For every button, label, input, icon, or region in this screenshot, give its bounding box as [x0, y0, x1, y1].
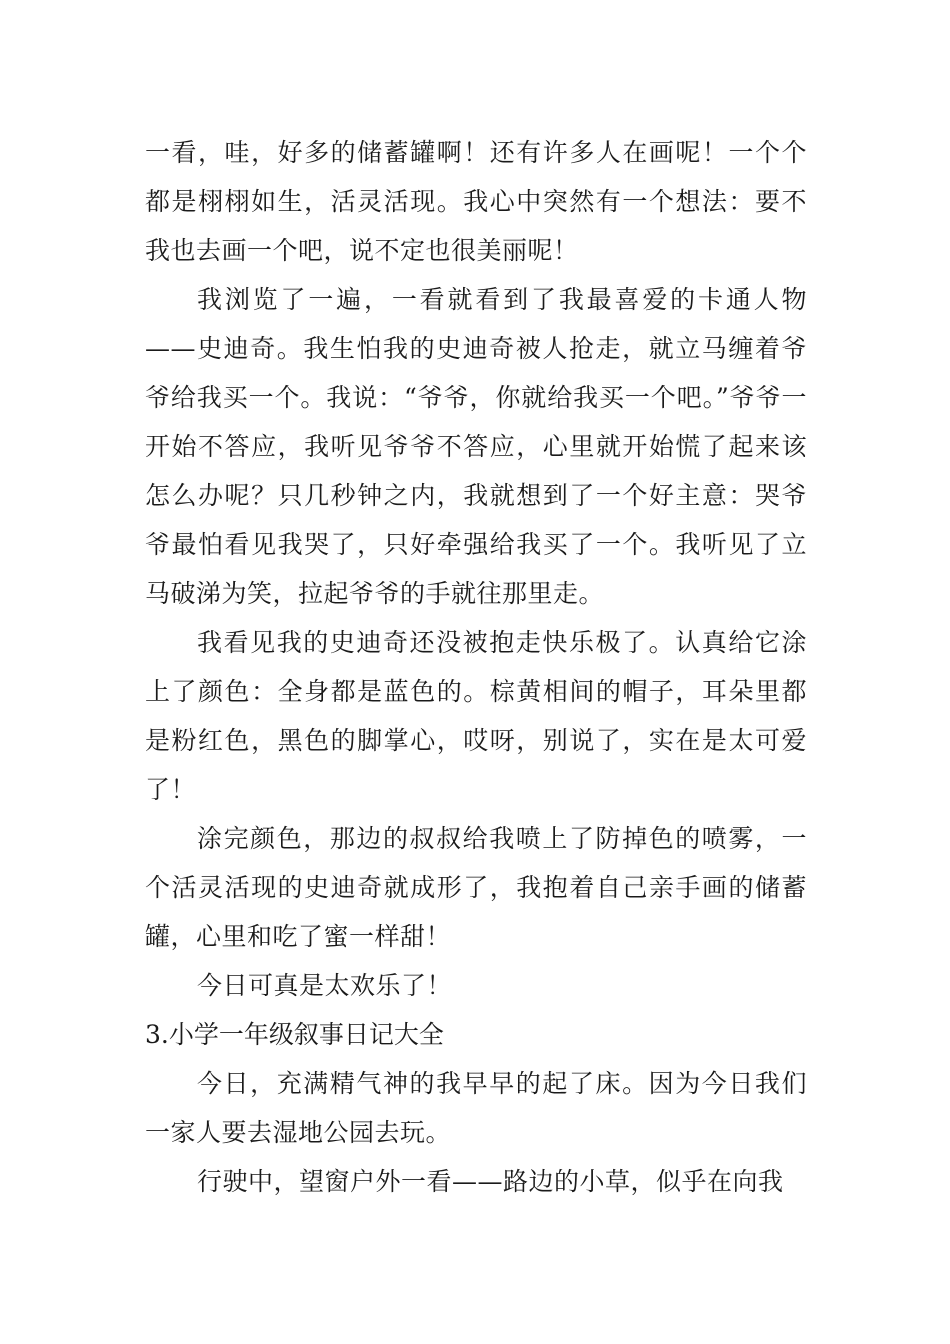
paragraph-4: 涂完颜色，那边的叔叔给我喷上了防掉色的喷雾，一个活灵活现的史迪奇就成形了，我抱着自己亲手画的储蓄罐，心里和吃了蜜一样甜！ — [145, 824, 807, 951]
paragraph-7: 行驶中，望窗户外一看——路边的小草，似乎在向我 — [197, 1167, 784, 1196]
document-body — [145, 128, 807, 1206]
paragraph-2: 我浏览了一遍，一看就看到了我最喜爱的卡通人物——史迪奇。我生怕我的史迪奇被人抢走，就立马缠着爷爷给我买一个。我说：“爷爷，你就给我买一个吧。”爷爷一开始不答应，我听见爷爷不答应，心里就开始慌了起来该怎么办呢？只几秒钟之内，我就想到了一个好主意：哭爷爷最怕看见我哭了，只好牵强给我买了一个。我听见了立马破涕为笑，拉起爷爷的手就往那里走。 — [145, 285, 807, 608]
paragraph-6: 今日，充满精气神的我早早的起了床。因为今日我们一家人要去湿地公园去玩。 — [145, 1069, 807, 1147]
section-heading: 3.小学一年级叙事日记大全 — [145, 1020, 444, 1049]
paragraph-5: 今日可真是太欢乐了！ — [197, 971, 453, 1000]
paragraph-1: 一看，哇，好多的储蓄罐啊！还有许多人在画呢！一个个都是栩栩如生，活灵活现。我心中突然有一个想法：要不我也去画一个吧，说不定也很美丽呢！ — [145, 138, 807, 265]
paragraph-3: 我看见我的史迪奇还没被抱走快乐极了。认真给它涂上了颜色：全身都是蓝色的。棕黄相间的帽子，耳朵里都是粉红色，黑色的脚掌心，哎呀，别说了，实在是太可爱了！ — [145, 628, 807, 804]
